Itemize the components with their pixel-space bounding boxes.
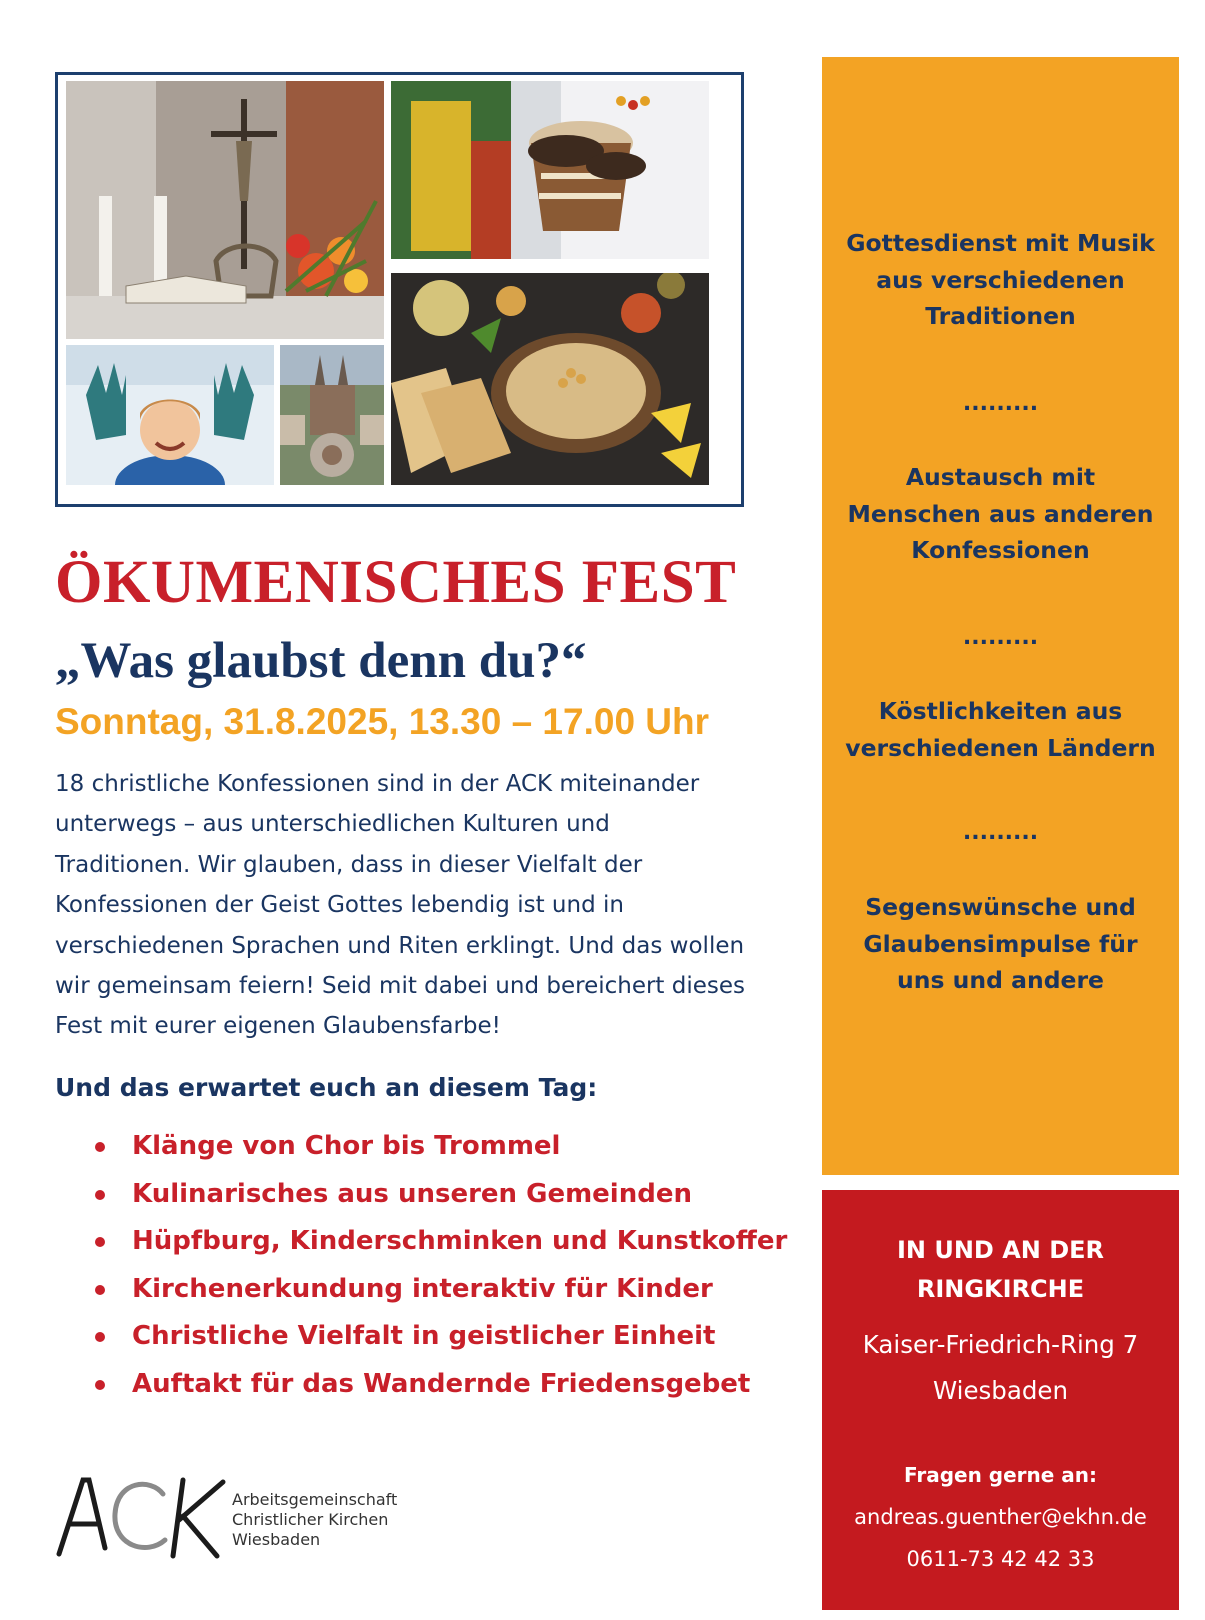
- bullet-icon: [95, 1190, 105, 1200]
- list-item: Kirchenerkundung interaktiv für Kinder: [92, 1271, 787, 1319]
- ack-name: [232, 1490, 397, 1550]
- drum-photo: [391, 81, 709, 259]
- intro-line: Fest mit eurer eigenen Glaubensfarbe!: [55, 1013, 501, 1040]
- list-item: Hüpfburg, Kinderschminken und Kunstkoffer: [92, 1223, 787, 1271]
- bullet-icon: [95, 1237, 105, 1247]
- separator: .........: [962, 625, 1039, 650]
- bullet-icon: [95, 1380, 105, 1390]
- photo-collage: [55, 72, 744, 507]
- ack-name-line: Arbeitsgemeinschaft: [232, 1490, 398, 1509]
- bullet-icon: [95, 1142, 105, 1152]
- intro-line: Traditionen. Wir glauben, dass in dieser Vielfalt der: [55, 851, 643, 878]
- food-photo: [391, 273, 709, 485]
- list-item: Auftakt für das Wandernde Friedensgebet: [92, 1366, 787, 1414]
- contact-email[interactable]: andreas.guenther@ekhn.de: [854, 1505, 1147, 1529]
- separator: .........: [962, 391, 1039, 416]
- event-motto: „Was glaubst denn du?“: [55, 633, 587, 689]
- location-street: Kaiser-Friedrich-Ring 7: [862, 1330, 1139, 1359]
- questions-label: Fragen gerne an:: [903, 1463, 1098, 1487]
- list-item: Kulinarisches aus unseren Gemeinden: [92, 1176, 787, 1224]
- location-panel: [822, 1190, 1179, 1610]
- ack-name-line: Christlicher Kirchen: [232, 1510, 389, 1529]
- intro-paragraph: [55, 764, 795, 1047]
- intro-line: 18 christliche Konfessionen sind in der ACK miteinander: [55, 771, 700, 797]
- altar-cross-photo: [66, 81, 384, 339]
- intro-line: verschiedenen Sprachen und Riten erklingt. Und das wollen: [55, 932, 745, 959]
- highlight-worship: Gottesdienst mit Musik aus verschiedenen Traditionen: [846, 229, 1155, 330]
- location-title: IN UND AN DER RINGKIRCHE: [896, 1236, 1105, 1303]
- child-painted-hands-photo: [66, 345, 274, 485]
- event-date: Sonntag, 31.8.2025, 13.30 – 17.00 Uhr: [55, 701, 710, 742]
- highlight-food: Köstlichkeiten aus verschiedenen Ländern: [845, 697, 1156, 762]
- intro-line: unterwegs – aus unterschiedlichen Kulturen und: [55, 811, 610, 838]
- bullet-icon: [95, 1285, 105, 1295]
- intro-line: Konfessionen der Geist Gottes lebendig ist und in: [55, 892, 624, 919]
- bullet-icon: [95, 1332, 105, 1342]
- church-aerial-photo: [280, 345, 384, 485]
- highlight-exchange: Austausch mit Menschen aus anderen Konfessionen: [847, 463, 1154, 564]
- highlights-panel: [822, 57, 1179, 1175]
- separator: .........: [962, 820, 1039, 845]
- intro-line: wir gemeinsam feiern! Seid mit dabei und bereichert dieses: [55, 973, 746, 1000]
- program-list: [92, 1128, 787, 1414]
- list-item: Klänge von Chor bis Trommel: [92, 1128, 787, 1176]
- ack-name-line: Wiesbaden: [232, 1530, 321, 1549]
- contact-phone[interactable]: 0611-73 42 42 33: [906, 1547, 1095, 1571]
- list-item: Christliche Vielfalt in geistlicher Einheit: [92, 1318, 787, 1366]
- program-heading: Und das erwartet euch an diesem Tag:: [55, 1073, 598, 1102]
- highlight-blessings: Segenswünsche und Glaubensimpulse für uns und andere: [863, 893, 1138, 994]
- event-title: ÖKUMENISCHES FEST: [55, 549, 737, 616]
- location-city: Wiesbaden: [932, 1376, 1069, 1405]
